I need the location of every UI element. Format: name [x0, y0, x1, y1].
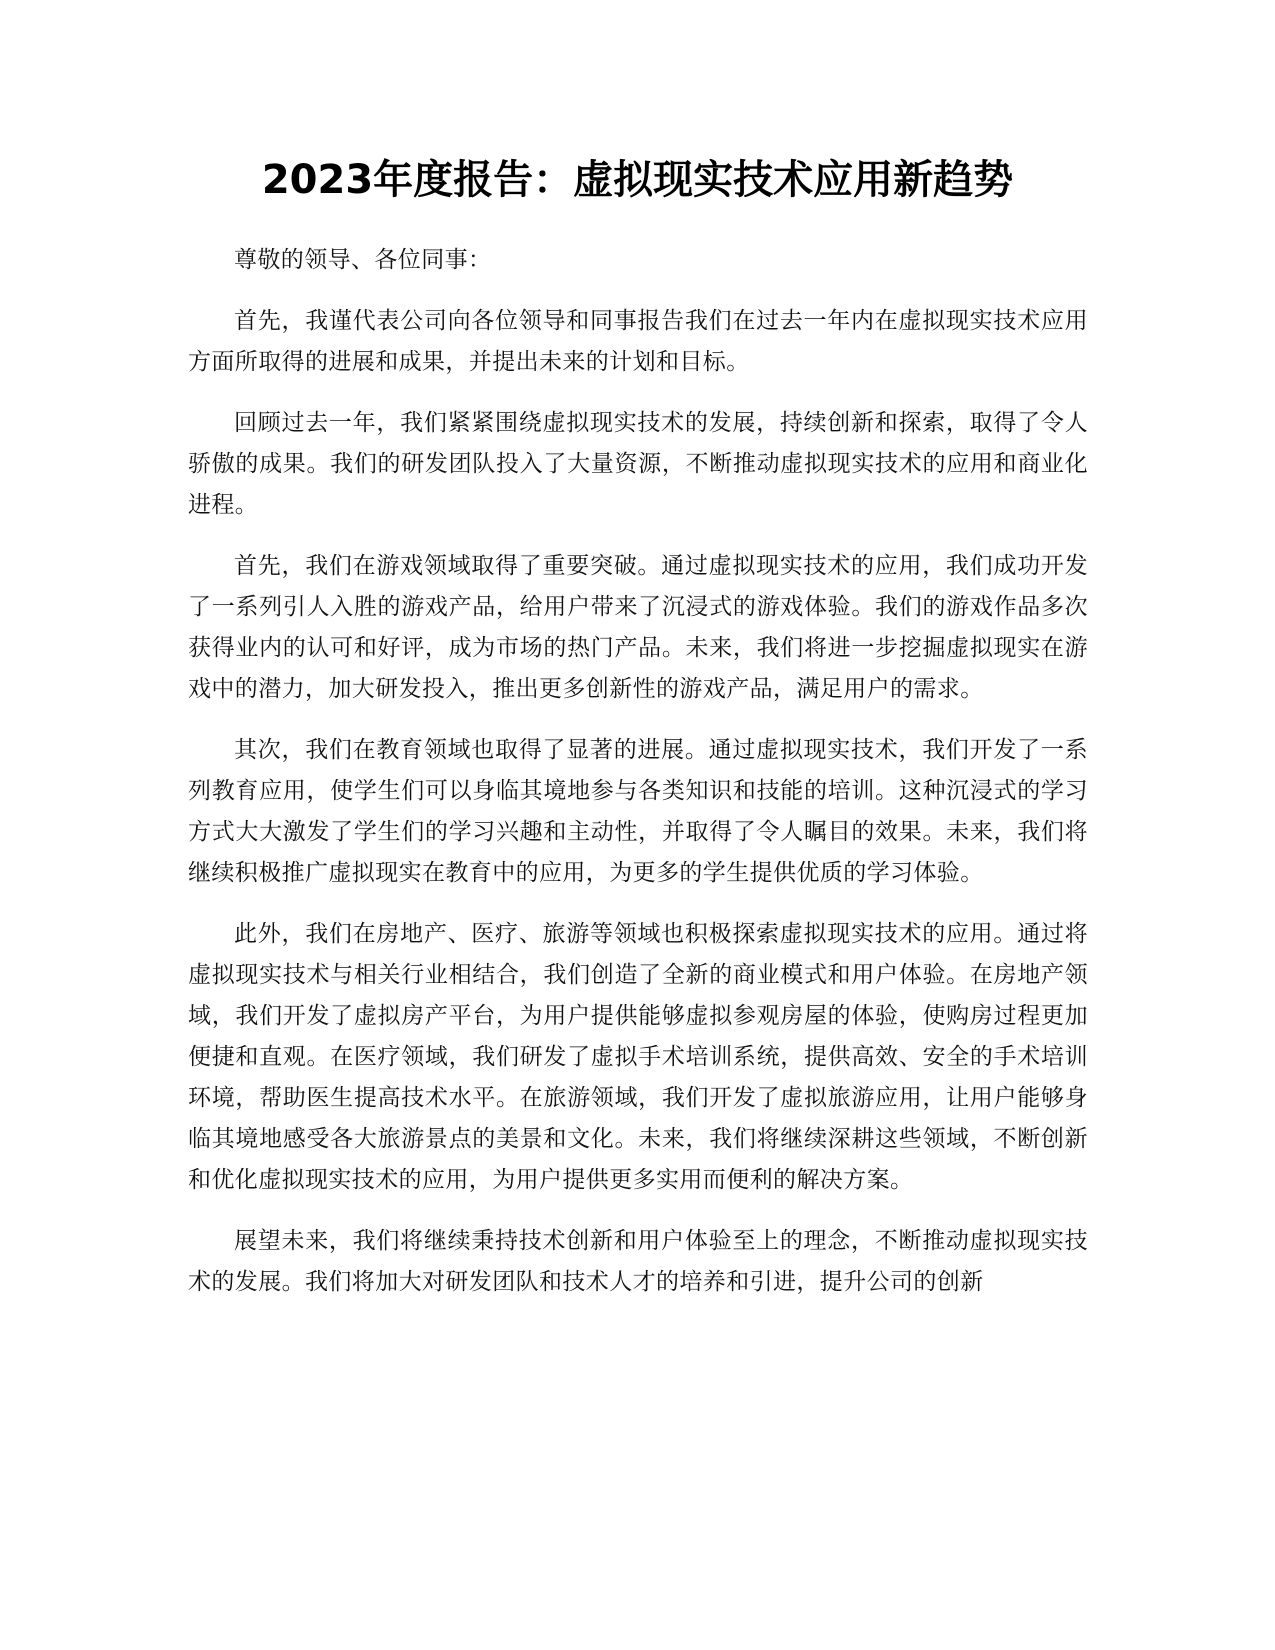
- document-body: [188, 240, 1088, 1323]
- gaming-paragraph: 首先，我们在游戏领域取得了重要突破。通过虚拟现实技术的应用，我们成功开发了一系列引人入胜的游戏产品，给用户带来了沉浸式的游戏体验。我们的游戏作品多次获得业内的认可和好评，成为市场的热门产品。未来，我们将进一步挖掘虚拟现实在游戏中的潜力，加大研发投入，推出更多创新性的游戏产品，满足用户的需求。: [188, 553, 1088, 702]
- review-paragraph: 回顾过去一年，我们紧紧围绕虚拟现实技术的发展，持续创新和探索，取得了令人骄傲的成果。我们的研发团队投入了大量资源，不断推动虚拟现实技术的应用和商业化进程。: [188, 410, 1088, 518]
- salutation-paragraph: 尊敬的领导、各位同事：: [234, 247, 492, 273]
- other-fields-paragraph: 此外，我们在房地产、医疗、旅游等领域也积极探索虚拟现实技术的应用。通过将虚拟现实技术与相关行业相结合，我们创造了全新的商业模式和用户体验。在房地产领域，我们开发了虚拟房产平台，为用户提供能够虚拟参观房屋的体验，使购房过程更加便捷和直观。在医疗领域，我们研发了虚拟手术培训系统，提供高效、安全的手术培训环境，帮助医生提高技术水平。在旅游领域，我们开发了虚拟旅游应用，让用户能够身临其境地感受各大旅游景点的美景和文化。未来，我们将继续深耕这些领域，不断创新和优化虚拟现实技术的应用，为用户提供更多实用而便利的解决方案。: [188, 921, 1088, 1193]
- intro-paragraph: 首先，我谨代表公司向各位领导和同事报告我们在过去一年内在虚拟现实技术应用方面所取得的进展和成果，并提出未来的计划和目标。: [188, 308, 1088, 375]
- outlook-paragraph: 展望未来，我们将继续秉持技术创新和用户体验至上的理念，不断推动虚拟现实技术的发展。我们将加大对研发团队和技术人才的培养和引进，提升公司的创新: [188, 1228, 1088, 1295]
- document-title: 2023年度报告：虚拟现实技术应用新趋势: [261, 157, 1014, 203]
- education-paragraph: 其次，我们在教育领域也取得了显著的进展。通过虚拟现实技术，我们开发了一系列教育应用，使学生们可以身临其境地参与各类知识和技能的培训。这种沉浸式的学习方式大大激发了学生们的学习兴趣和主动性，并取得了令人瞩目的效果。未来，我们将继续积极推广虚拟现实在教育中的应用，为更多的学生提供优质的学习体验。: [188, 737, 1088, 886]
